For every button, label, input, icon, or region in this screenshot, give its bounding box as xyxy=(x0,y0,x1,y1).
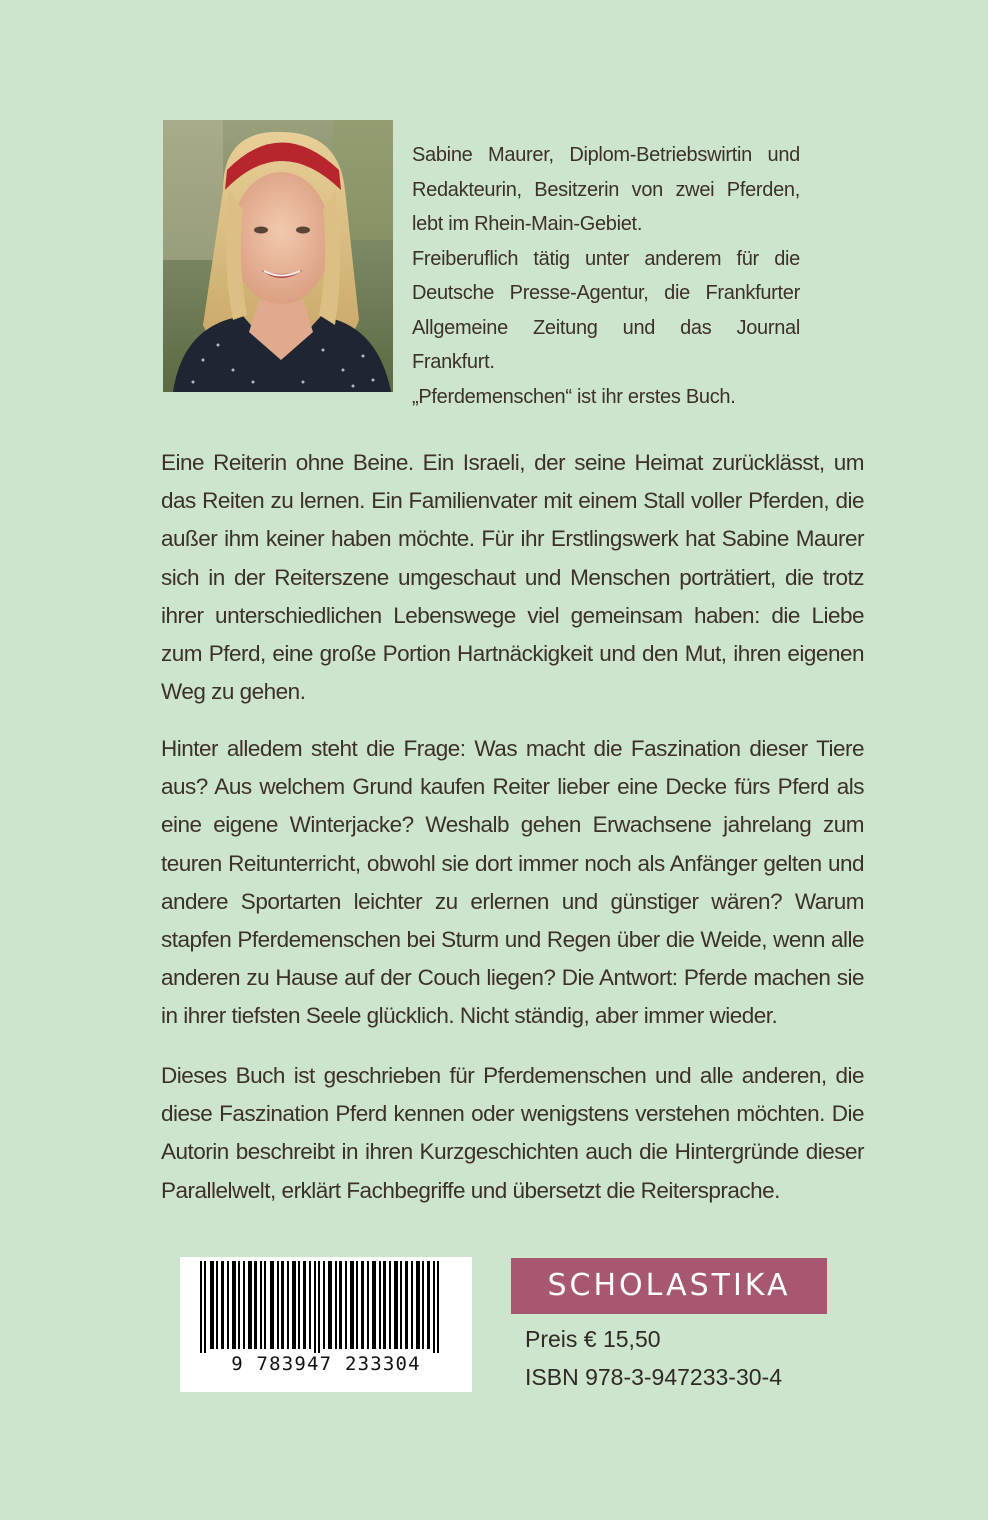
price-label: Preis € 15,50 xyxy=(525,1326,661,1352)
isbn-barcode xyxy=(180,1257,472,1392)
publisher-logo: SCHOLASTIKA xyxy=(511,1258,827,1314)
blurb-paragraph-2 xyxy=(161,730,864,1036)
blurb-text-2: Hinter alledem steht die Frage: Was macht die Faszination dieser Tiere aus? Aus welchem Grund kaufen Reiter lieber eine Decke fürs Pferd als eine eigene Winterjacke? Weshalb gehen Erwachsene jahrelang zum teuren Reitunterricht, obwohl sie dort immer noch als Anfänger gelten und andere Sportarten leichter zu erlernen und günstiger wären? Warum stapfen Pferdemenschen bei Sturm und Regen über die Weide, wenn alle anderen zu Hause auf der Couch liegen? Die Antwort: Pferde machen sie in ihrer tiefsten Seele glücklich. Nicht ständig, aber immer wieder. xyxy=(161,736,864,1029)
author-bio-intro: Sabine Maurer, Diplom-Betriebswirtin und Redakteurin, Besitzerin von zwei Pferden, lebt im Rhein-Main-Gebiet. xyxy=(412,144,800,235)
barcode-bars xyxy=(180,1257,472,1353)
author-bio-work: Freiberuflich tätig unter anderem für die Deutsche Presse-Agentur, die Frankfurter Allgemeine Zeitung und das Journal Frankfurt. xyxy=(412,247,800,373)
author-bio-book: „Pferdemenschen“ ist ihr erstes Buch. xyxy=(412,385,736,408)
author-photo xyxy=(163,120,393,392)
blurb-paragraph-1 xyxy=(161,444,864,711)
blurb-text-3: Dieses Buch ist geschrieben für Pferdemenschen und alle anderen, die diese Faszination Pferd kennen oder wenigstens verstehen möchten. Die Autorin beschreibt in ihren Kurzgeschichten auch die Hintergründe dieser Parallelwelt, erklärt Fachbegriffe und übersetzt die Reitersprache. xyxy=(161,1063,864,1203)
blurb-paragraph-3 xyxy=(161,1057,864,1210)
isbn-label: ISBN 978-3-947233-30-4 xyxy=(525,1364,782,1390)
barcode-digits: 9 783947 233304 xyxy=(231,1353,421,1375)
blurb-text-1: Eine Reiterin ohne Beine. Ein Israeli, der seine Heimat zurücklässt, um das Reiten zu lernen. Ein Familienvater mit einem Stall voller Pferden, die außer ihm keiner haben möchte. Für ihr Erstlingswerk hat Sabine Maurer sich in der Reiterszene umgeschaut und Menschen porträtiert, die trotz ihrer unterschiedlichen Lebenswege viel gemeinsam haben: die Liebe zum Pferd, eine große Portion Hartnäckigkeit und den Mut, ihren eigenen Weg zu gehen. xyxy=(161,450,864,705)
author-portrait-image xyxy=(163,120,393,392)
author-bio xyxy=(412,138,800,414)
